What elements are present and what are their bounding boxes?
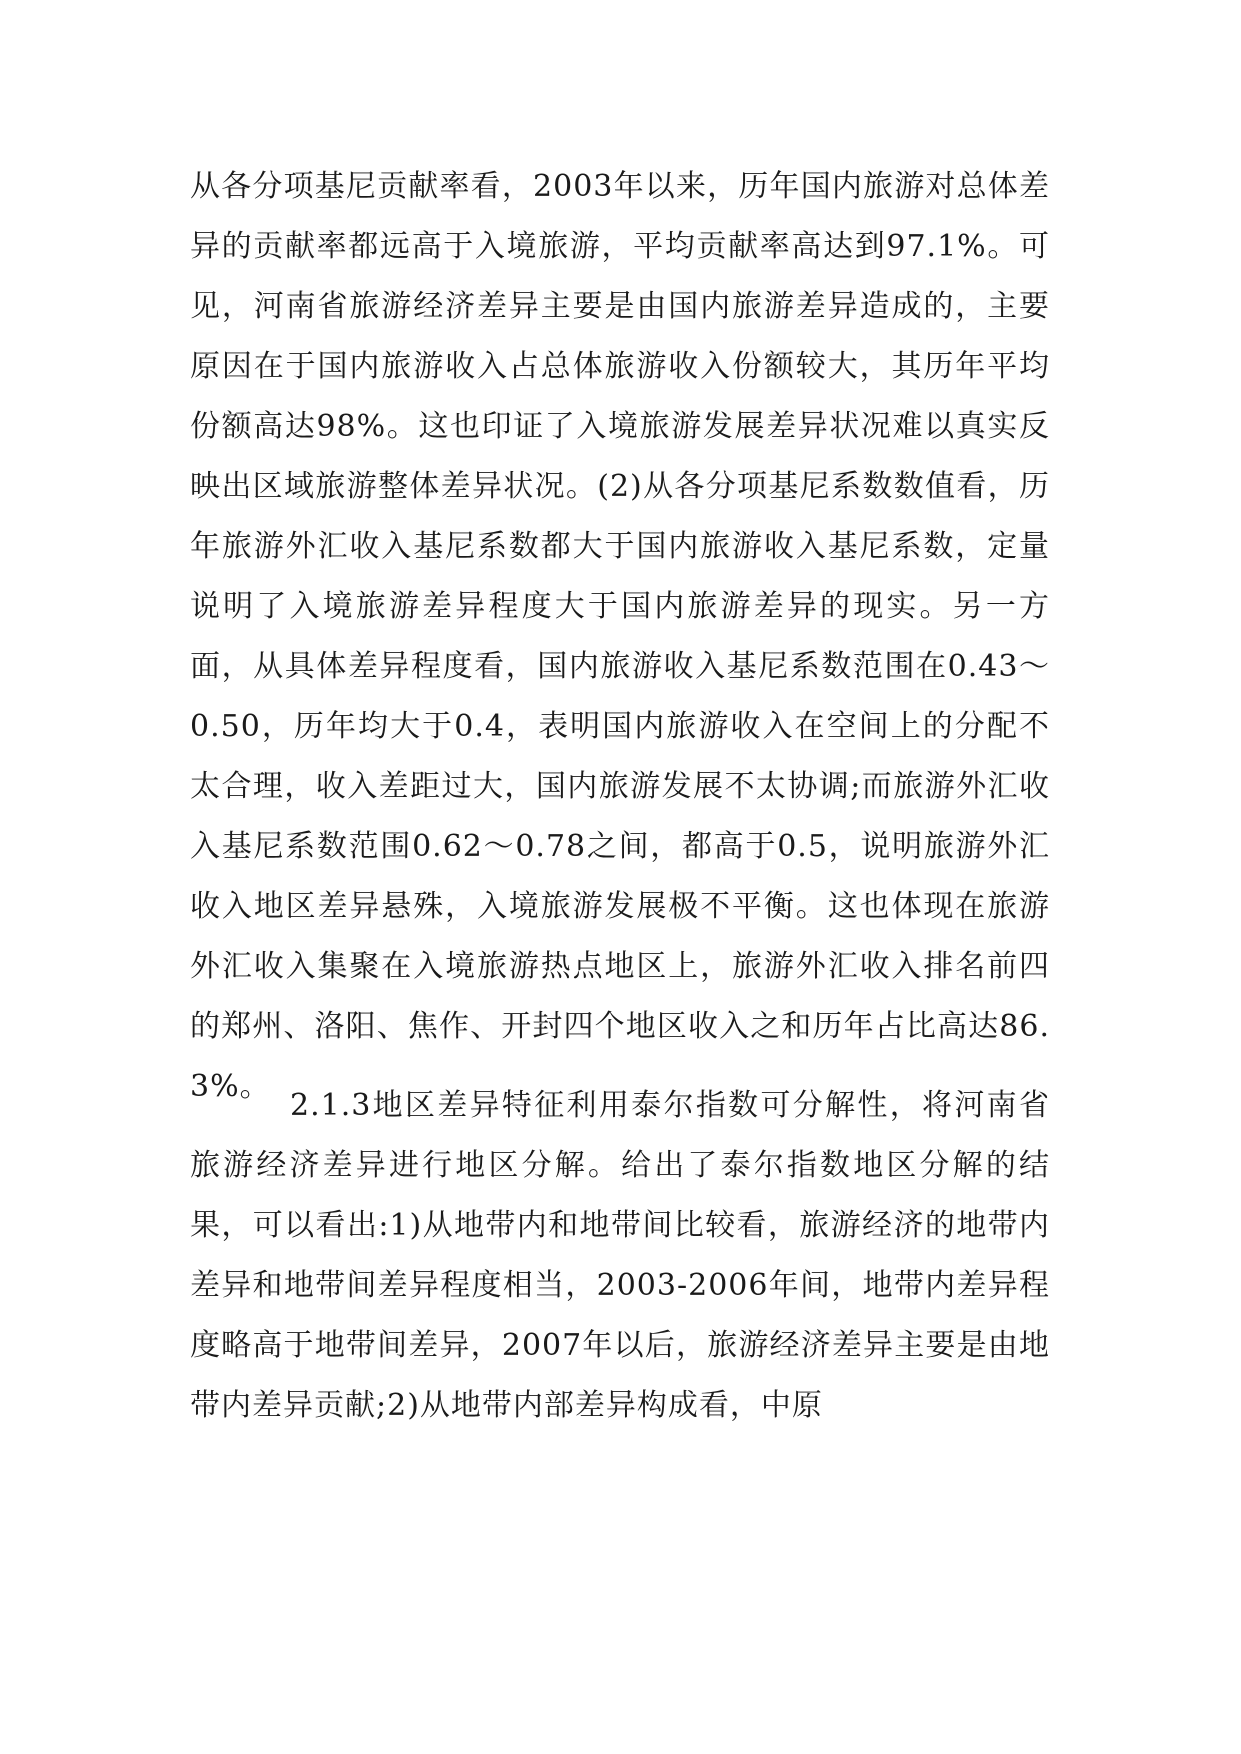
body-paragraph-2: 2.1.3地区差异特征利用泰尔指数可分解性，将河南省旅游经济差异进行地区分解。给出了泰尔指数地区分解的结果，可以看出:1)从地带内和地带间比较看，旅游经济的地带内差异和地带间差异程度相当，2003-2006年间，地带内差异程度略高于地带间差异，2007年以后，旅游经济差异主要是由地带内差异贡献;2)从地带内部差异构成看，中原 — [190, 1088, 1050, 1423]
body-paragraph-1: 从各分项基尼贡献率看，2003年以来，历年国内旅游对总体差异的贡献率都远高于入境旅游，平均贡献率高达到97.1%。可见，河南省旅游经济差异主要是由国内旅游差异造成的，主要原因在于国内旅游收入占总体旅游收入份额较大，其历年平均份额高达98%。这也印证了入境旅游发展差异状况难以真实反映出区域旅游整体差异状况。(2)从各分项基尼系数数值看，历年旅游外汇收入基尼系数都大于国内旅游收入基尼系数，定量说明了入境旅游差异程度大于国内旅游差异的现实。另一方面，从具体差异程度看，国内旅游收入基尼系数范围在0.43～0.50，历年均大于0.4，表明国内旅游收入在空间上的分配不太合理，收入差距过大，国内旅游发展不太协调;而旅游外汇收入基尼系数范围0.62～0.78之间，都高于0.5，说明旅游外汇收入地区差异悬殊，入境旅游发展极不平衡。这也体现在旅游外汇收入集聚在入境旅游热点地区上，旅游外汇收入排名前四的郑州、洛阳、焦作、开封四个地区收入之和历年占比高达86.3%。 — [190, 169, 1050, 1104]
